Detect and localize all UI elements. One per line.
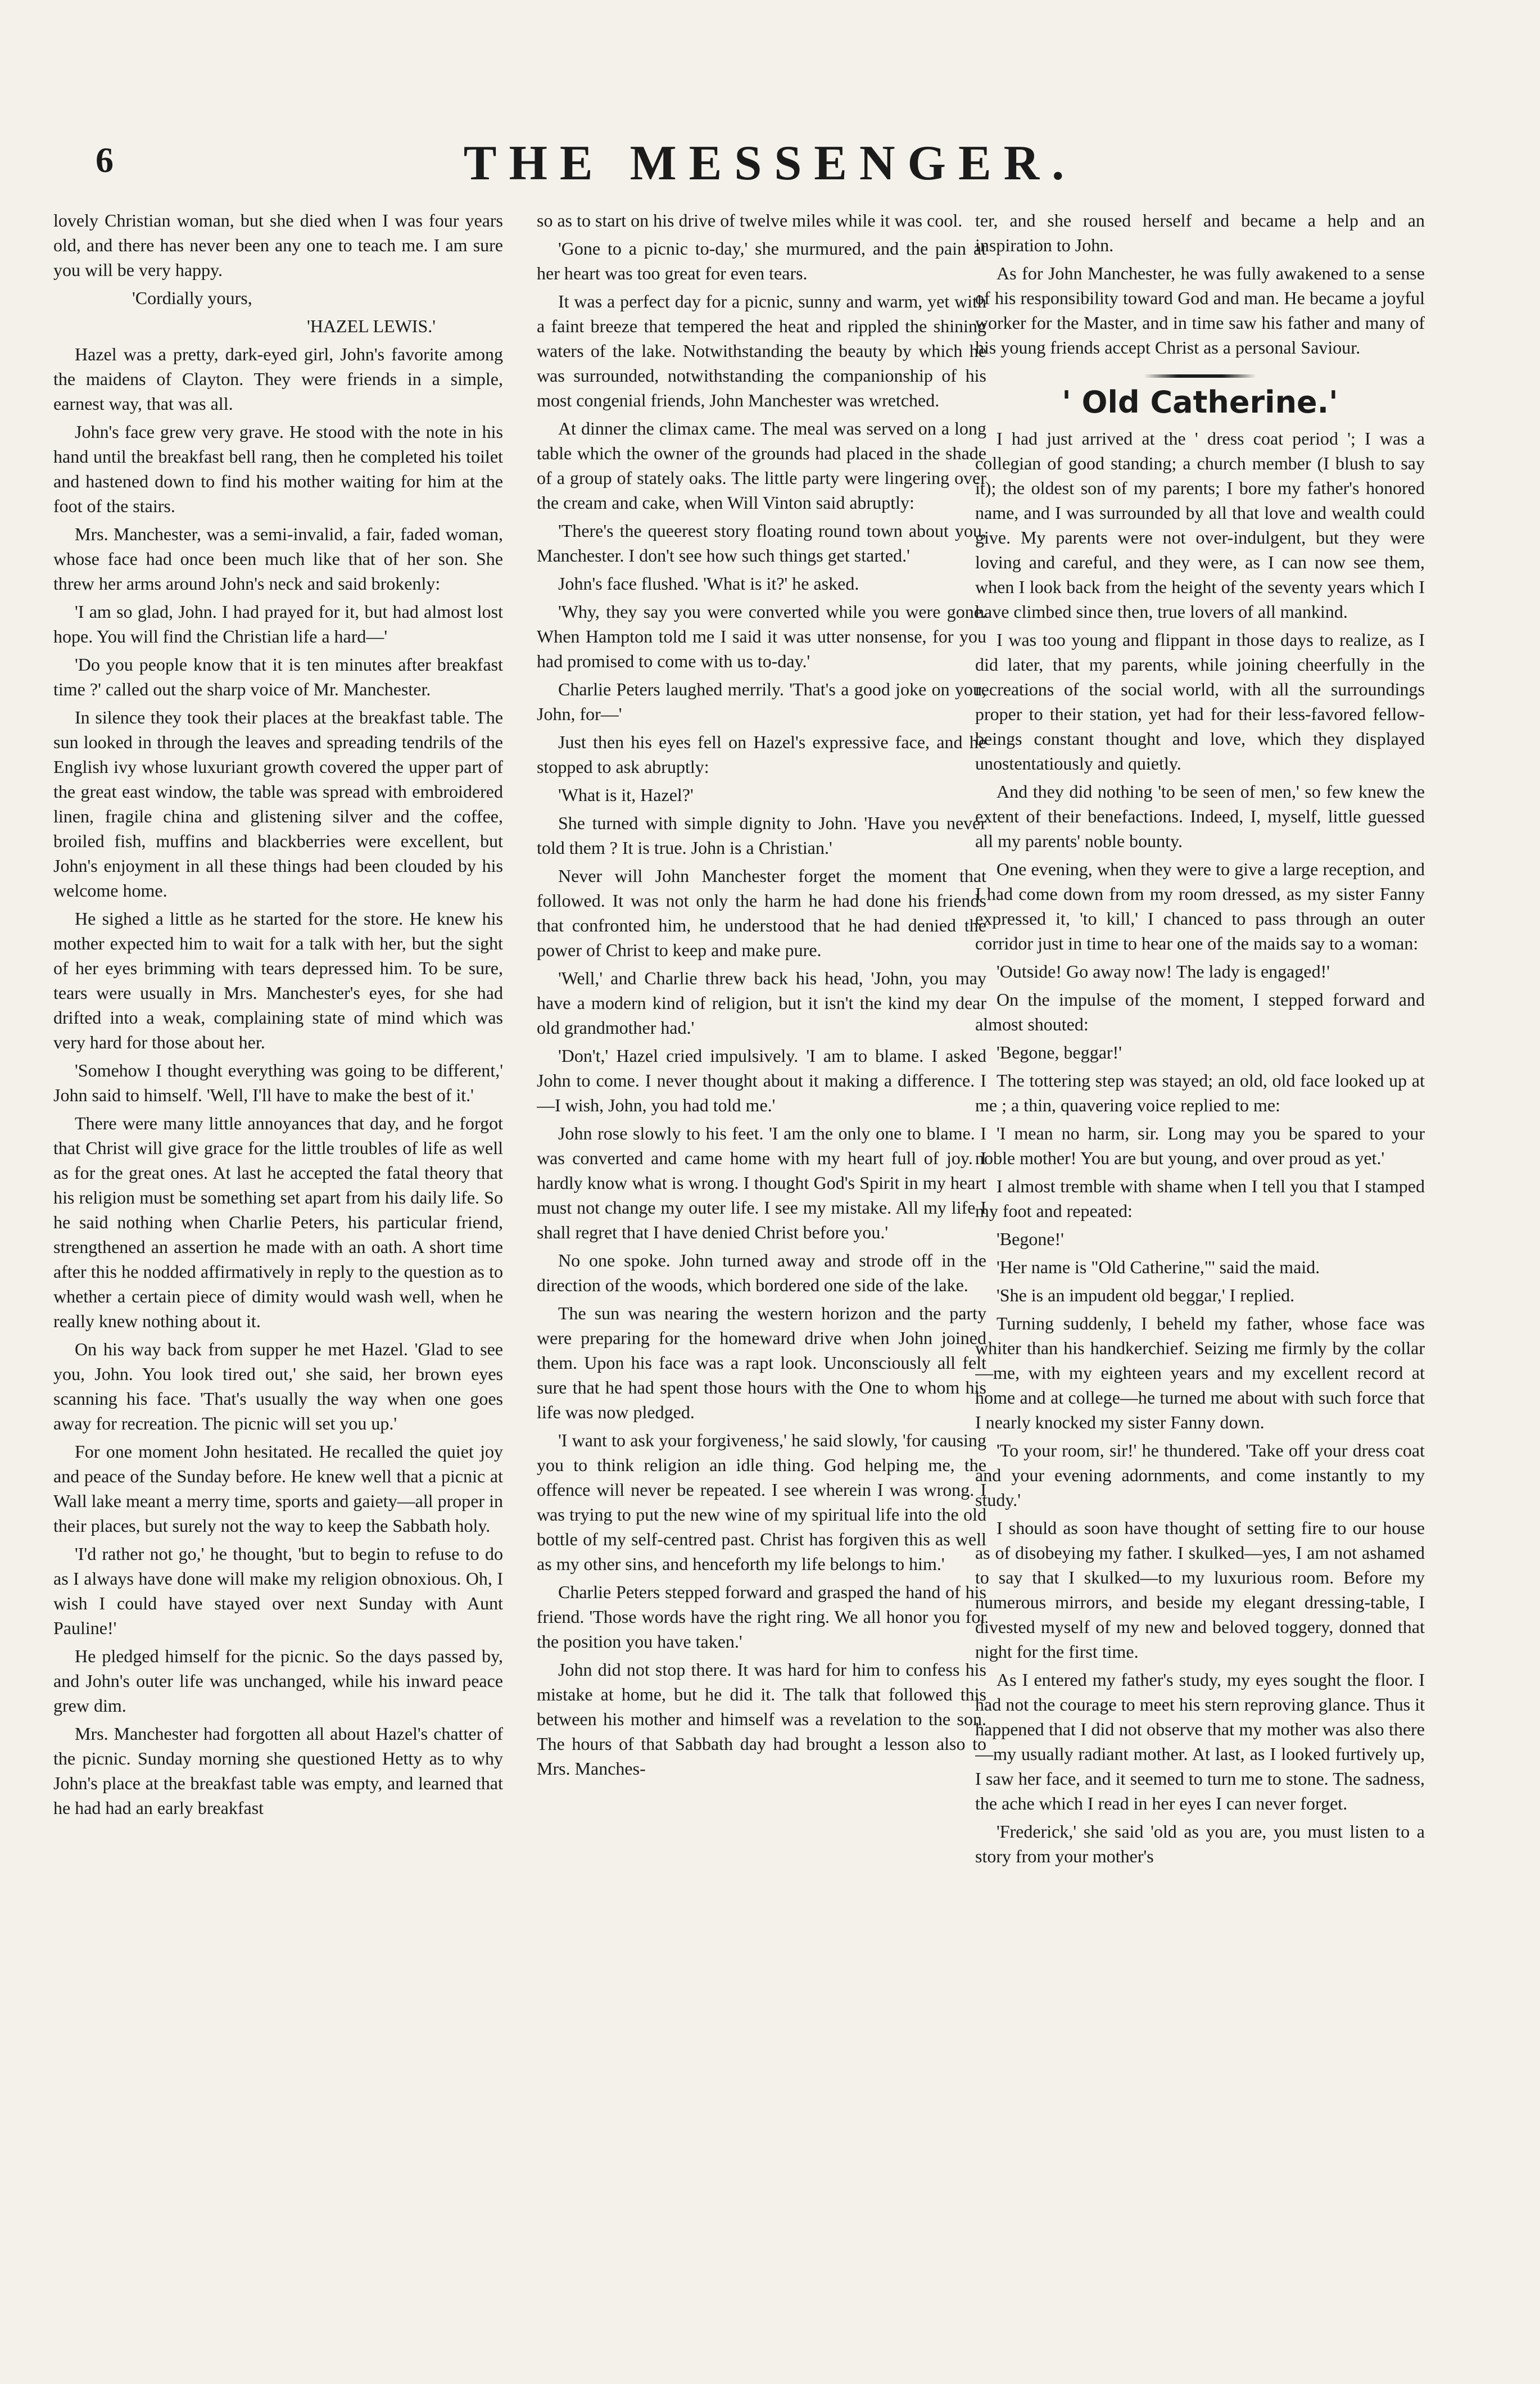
paragraph: Mrs. Manchester, was a semi-invalid, a fair, faded woman, whose face had once been much like that of her son. She threw her arms around John's neck and said brokenly: [53,524,503,594]
paragraph: Charlie Peters laughed merrily. 'That's a good joke on you, John, for—' [537,679,986,724]
paragraph: so as to start on his drive of twelve miles while it was cool. [537,210,963,230]
page-number: 6 [96,140,114,180]
paragraph: John's face flushed. 'What is it?' he asked. [558,573,859,594]
paragraph: Just then his eyes fell on Hazel's expressive face, and he stopped to ask abruptly: [537,732,986,777]
paragraph: I had just arrived at the ' dress coat period '; I was a collegian of good standing; a church member (I blush to say it); the oldest son of my parents; I bore my father's honored name, and I was surrounded by all that love and wealth could give. My parents were not over-indulgent, but they were loving and careful, and they were, as I can now see them, when I look back from the height of the seventy years which I have climbed since then, true lovers of all mankind. [975,428,1425,622]
paragraph: 'Why, they say you were converted while you were gone. When Hampton told me I said it was utter nonsense, for you had promised to come with us to-day.' [537,601,986,671]
paragraph: Mrs. Manchester had forgotten all about Hazel's chatter of the picnic. Sunday morning she questioned Hetty as to why John's place at the breakfast table was empty, and learned that he had had an early breakfast [53,1723,503,1818]
paragraph: 'Well,' and Charlie threw back his head, 'John, you may have a modern kind of religion, but it isn't the kind my dear old grandmother had.' [537,968,986,1038]
paragraph: I was too young and flippant in those days to realize, as I did later, that my parents, while joining cheerfully in the recreations of the social world, with all the surroundings proper to their station, yet had for their less-favored fellow-beings constant thought and love, which they displayed unostentatiously and quietly. [975,630,1425,773]
paragraph: It was a perfect day for a picnic, sunny and warm, yet with a faint breeze that tempered the heat and rippled the shining waters of the lake. Notwithstanding the beauty by which he was surrounded, notwithstanding the companionship of his most congenial friends, John Manchester was wretched. [537,291,986,410]
paragraph: 'Somehow I thought everything was going to be different,' John said to himself. 'Well, I'll have to make the best of it.' [53,1060,503,1105]
paragraph: 'I am so glad, John. I had prayed for it, but had almost lost hope. You will find the Christian life a hard—' [53,601,503,646]
paragraph: As I entered my father's study, my eyes sought the floor. I had not the courage to meet his stern reproving glance. Thus it happened that I did not observe that my mother was also there—my usually radiant mother. At last, as I looked furtively up, I saw her face, and it seemed to turn me to stone. The sadness, the ache which I read in her eyes I can never forget. [975,1670,1425,1813]
paragraph: The sun was nearing the western horizon and the party were preparing for the homeward drive when John joined them. Upon his face was a rapt look. Unconsciously all felt sure that he had spent those hours with the One to whom his life was now pledged. [537,1303,986,1422]
paragraph: Hazel was a pretty, dark-eyed girl, John's favorite among the maidens of Clayton. They were friends in a simple, earnest way, that was all. [53,344,503,414]
paragraph: One evening, when they were to give a large reception, and I had come down from my room dressed, as my sister Fanny expressed it, 'to kill,' I chanced to pass through an outer corridor just in time to hear one of the maids say to a woman: [975,859,1425,953]
paragraph: John's face grew very grave. He stood with the note in his hand until the breakfast bell rang, then he completed his toilet and hastened down to find his mother waiting for him at the foot of the stairs. [53,422,503,516]
article-title: ' Old Catherine.' [1062,384,1338,420]
paragraph: 'There's the queerest story floating round town about you, Manchester. I don't see how such things get started.' [537,521,986,566]
paragraph: On the impulse of the moment, I stepped forward and almost shouted: [975,989,1425,1034]
section-divider [1144,374,1256,378]
paragraph: 'Begone!' [997,1229,1064,1249]
paragraph: He sighed a little as he started for the store. He knew his mother expected him to wait for a talk with her, but the sight of her eyes brimming with tears depressed him. To be sure, tears were usually in Mrs. Manchester's eyes, for she had drifted into a weak, complaining state of mind which was very hard for those about her. [53,908,503,1052]
paragraph: At dinner the climax came. The meal was served on a long table which the owner of the grounds had placed in the shade of a group of stately oaks. The little party were lingering over the cream and cake, when Will Vinton said abruptly: [537,418,986,513]
paragraph: 'What is it, Hazel?' [558,785,694,805]
paragraph: 'I mean no harm, sir. Long may you be spared to your noble mother! You are but young, and over proud as yet.' [975,1123,1425,1168]
paragraph: He pledged himself for the picnic. So the days passed by, and John's outer life was unchanged, while his inward peace grew dim. [53,1646,503,1716]
paragraph: 'I want to ask your forgiveness,' he said slowly, 'for causing you to think religion an idle thing. God helping me, the offence will never be repeated. I see wherein I was wrong. I was trying to put the new wine of my spiritual life into the old bottle of my self-centred past. Christ has forgiven this as well as my other sins, and henceforth my life belongs to him.' [537,1430,986,1574]
page-header [84,135,1456,197]
paragraph: 'Don't,' Hazel cried impulsively. 'I am to blame. I asked John to come. I never thought about it making a difference. I—I wish, John, you had told me.' [537,1046,986,1115]
paragraph: She turned with simple dignity to John. 'Have you never told them ? It is true. John is a Christian.' [537,813,986,858]
paragraph: 'I'd rather not go,' he thought, 'but to begin to refuse to do as I always have done will make my religion obnoxious. Oh, I wish I could have stayed over next Sunday with Aunt Pauline!' [53,1544,503,1638]
paragraph: 'Outside! Go away now! The lady is engaged!' [997,961,1330,981]
paragraph: 'Do you people know that it is ten minutes after breakfast time ?' called out the sharp voice of Mr. Manchester. [53,654,503,699]
column-1 [53,208,503,2344]
paragraph: In silence they took their places at the breakfast table. The sun looked in through the leaves and spreading tendrils of the English ivy whose luxuriant growth covered the upper part of the great east window, the table was spread with embroidered linen, fragile china and glistening silver and the coffee, broiled fish, muffins and blackberries were excellent, but John's enjoyment in all these things had been clouded by his welcome home. [53,707,503,901]
column-2 [537,208,986,2344]
paragraph: As for John Manchester, he was fully awakened to a sense of his responsibility toward God and man. He became a joyful worker for the Master, and in time saw his father and many of his young friends accept Christ as a personal Saviour. [975,263,1425,358]
paragraph: Never will John Manchester forget the moment that followed. It was not only the harm he had done his friends that confronted him, he understood that he had denied the power of Christ to keep and make pure. [537,866,986,960]
paragraph: I should as soon have thought of setting fire to our house as of disobeying my father. I skulked—yes, I am not ashamed to say that I skulked—to my luxurious room. Before my numerous mirrors, and beside my elegant dressing-table, I divested myself of my new and beloved toggery, donned that night for the first time. [975,1518,1425,1662]
paragraph: I almost tremble with shame when I tell you that I stamped my foot and repeated: [975,1176,1425,1221]
masthead-title: THE MESSENGER. [463,136,1077,191]
paragraph: The tottering step was stayed; an old, old face looked up at me ; a thin, quavering voice replied to me: [975,1070,1425,1115]
letter-signature: 'HAZEL LEWIS.' [307,316,436,336]
paragraph: 'To your room, sir!' he thundered. 'Take off your dress coat and your evening adornments, and come instantly to my study.' [975,1440,1425,1510]
paragraph: No one spoke. John turned away and strode off in the direction of the woods, which bordered one side of the lake. [537,1250,986,1295]
paragraph: Charlie Peters stepped forward and grasped the hand of his friend. 'Those words have the right ring. We all honor you for the position you have taken.' [537,1582,986,1652]
paragraph: 'Begone, beggar!' [997,1042,1122,1062]
paragraph: lovely Christian woman, but she died when I was four years old, and there has never been any one to teach me. I am sure you will be very happy. [53,210,503,280]
paragraph: 'Gone to a picnic to-day,' she murmured, and the pain at her heart was too great for even tears. [537,238,986,283]
letter-closing: 'Cordially yours, [132,288,252,308]
paragraph: ter, and she roused herself and became a help and an inspiration to John. [975,210,1425,255]
paragraph: 'Her name is "Old Catherine,"' said the maid. [997,1257,1320,1277]
paragraph: John rose slowly to his feet. 'I am the only one to blame. I was converted and came home with my heart full of joy. I hardly know what is wrong. I thought God's Spirit in my heart must not change my outer life. I see my mistake. All my life I shall regret that I have denied Christ before you.' [537,1123,986,1242]
paragraph: 'She is an impudent old beggar,' I replied. [997,1285,1295,1305]
paragraph: On his way back from supper he met Hazel. 'Glad to see you, John. You look tired out,' she said, her brown eyes scanning his face. 'That's usually the way when one goes away for recreation. The picnic will set you up.' [53,1339,503,1433]
paragraph: John did not stop there. It was hard for him to confess his mistake at home, but he did it. The talk that followed this between his mother and himself was a revelation to the son. The hours of that Sabbath day had brought a lesson also to Mrs. Manches- [537,1659,986,1779]
paragraph: There were many little annoyances that day, and he forgot that Christ will give grace for the little troubles of life as well as for the great ones. At last he accepted the fatal theory that his religion must be something set apart from his daily life. So he said nothing when Charlie Peters, his particular friend, strengthened an assertion he made with an oath. A short time after this he nodded affirmatively in reply to the question as to whether a certain piece of dimity would wash well, when he really knew nothing about it. [53,1113,503,1331]
paragraph: 'Frederick,' she said 'old as you are, you must listen to a story from your mother's [975,1821,1425,1866]
paragraph: Turning suddenly, I beheld my father, whose face was whiter than his handkerchief. Seizing me firmly by the collar—me, with my eighteen years and my excellent record at home and at college—he turned me about with such force that I nearly knocked my sister Fanny down. [975,1313,1425,1432]
column-3 [975,208,1425,2344]
paragraph: And they did nothing 'to be seen of men,' so few knew the extent of their benefactions. Indeed, I, myself, little guessed all my parents' noble bounty. [975,781,1425,851]
paragraph: For one moment John hesitated. He recalled the quiet joy and peace of the Sunday before. He knew well that a picnic at Wall lake meant a merry time, sports and gaiety—all proper in their places, but surely not the way to keep the Sabbath holy. [53,1441,503,1536]
